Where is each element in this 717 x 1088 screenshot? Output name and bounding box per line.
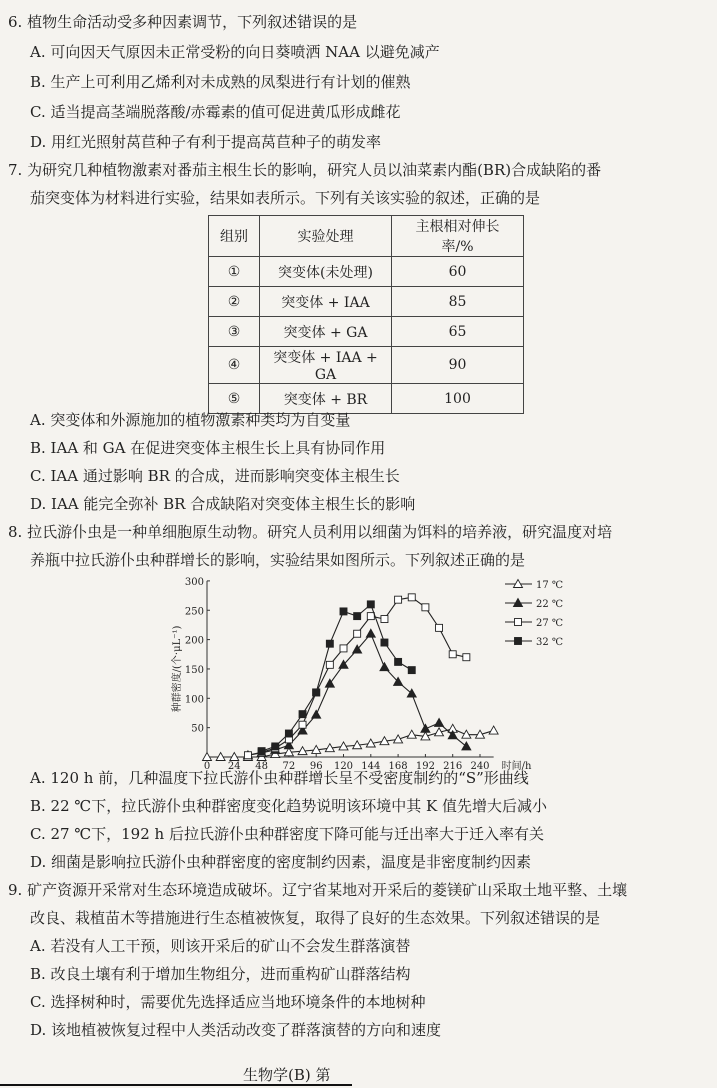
q8-option-a: A. 120 h 前，几种温度下拉氏游仆虫种群增长呈不受密度制约的“S”形曲线: [30, 769, 529, 787]
x-tick-label: 0: [203, 761, 211, 772]
q8-stem-2: 养瓶中拉氏游仆虫种群增长的影响，实验结果如图所示。下列叙述正确的是: [30, 551, 526, 569]
table-row: [209, 347, 524, 384]
q7-option-b: B. IAA 和 GA 在促进突变体主根生长上具有协同作用: [30, 439, 386, 457]
data-point: [244, 752, 251, 759]
data-point: [367, 613, 374, 620]
footer-rule: [0, 1084, 352, 1086]
data-point: [408, 594, 415, 601]
series-line: [248, 597, 466, 755]
y-tick-label: 300: [184, 576, 204, 588]
q7-option-d: D. IAA 能完全弥补 BR 合成缺陷对突变体主根生长的影响: [30, 495, 416, 513]
cell: ⑤: [209, 384, 260, 414]
data-point: [515, 619, 522, 626]
data-point: [354, 613, 361, 620]
table-row: [209, 287, 524, 317]
cell: 100: [392, 384, 524, 414]
data-point: [366, 629, 375, 637]
legend-item: [505, 618, 563, 629]
y-tick-label: 250: [184, 606, 204, 618]
legend-item: [505, 599, 563, 611]
q8-option-b: B. 22 ℃下，拉氏游仆虫种群密度变化趋势说明该环境中其 K 值先增大后减小: [30, 797, 547, 815]
population-chart: [170, 570, 570, 772]
page-footer: 生物学(B) 第: [243, 1066, 331, 1084]
data-point: [312, 710, 321, 718]
x-axis-label: 时间/h: [501, 761, 532, 772]
data-point: [407, 730, 416, 738]
q8-option-d: D. 细菌是影响拉氏游仆虫种群密度的密度制约因素，温度是非密度制约因素: [30, 853, 532, 871]
q9-stem-2: 改良、栽植苗木等措施进行生态植被恢复，取得了良好的生态效果。下列叙述错误的是: [30, 909, 601, 927]
data-point: [408, 667, 415, 674]
x-tick-label: 240: [470, 761, 490, 772]
cell: 突变体 + BR: [260, 384, 392, 414]
x-tick-label: 48: [255, 761, 268, 772]
legend-label: 22 ℃: [536, 599, 564, 610]
cell: 突变体(未处理): [260, 257, 392, 287]
data-point: [340, 645, 347, 652]
data-point: [313, 689, 320, 696]
cell: ①: [209, 257, 260, 287]
q8-option-c: C. 27 ℃下，192 h 后拉氏游仆虫种群密度下降可能与迁出率大于迁入率有关: [30, 825, 544, 843]
y-tick-label: 200: [184, 635, 204, 647]
q6-option-d: D. 用红光照射莴苣种子有利于提高莴苣种子的萌发率: [30, 133, 382, 151]
data-point: [299, 711, 306, 718]
q9-stem-1: 9. 矿产资源开采常对生态环境造成破坏。辽宁省某地对开采后的菱镁矿山采取土地平整、土壤: [8, 881, 628, 899]
header-treatment: 实验处理: [260, 216, 392, 257]
q9-option-b: B. 改良土壤有利于增加生物组分，进而重构矿山群落结构: [30, 965, 411, 983]
q7-option-a: A. 突变体和外源施加的植物激素种类均为自变量: [30, 411, 351, 429]
data-point: [449, 651, 456, 658]
q9-option-a: A. 若没有人工干预，则该开采后的矿山不会发生群落演替: [30, 937, 411, 955]
data-point: [325, 679, 334, 687]
cell: 65: [392, 317, 524, 347]
data-point: [380, 663, 389, 671]
cell: ④: [209, 347, 260, 384]
q6-stem: 6. 植物生命活动受多种因素调节，下列叙述错误的是: [8, 13, 358, 31]
series-line: [262, 604, 412, 751]
q7-stem-2: 茄突变体为材料进行实验，结果如表所示。下列有关该实验的叙述，正确的是: [30, 189, 541, 207]
data-point: [463, 654, 470, 661]
x-tick-label: 192: [415, 761, 435, 772]
x-tick-label: 216: [443, 761, 463, 772]
q6-option-c: C. 适当提高茎端脱落酸/赤霉素的值可促进黄瓜形成雌花: [30, 103, 401, 121]
cell: ②: [209, 287, 260, 317]
x-tick-label: 96: [309, 761, 323, 772]
q9-option-c: C. 选择树种时，需要优先选择适应当地环境条件的本地树种: [30, 993, 426, 1011]
x-tick-label: 144: [361, 761, 381, 772]
table-row: [209, 317, 524, 347]
header-group: 组别: [209, 216, 260, 257]
data-point: [367, 601, 374, 608]
data-point: [340, 608, 347, 615]
q9-option-d: D. 该地植被恢复过程中人类活动改变了群落演替的方向和速度: [30, 1021, 442, 1039]
y-tick-label: 150: [184, 664, 204, 676]
series-22c: [243, 629, 470, 759]
cell: 突变体 + GA: [260, 317, 392, 347]
cell: 突变体 + IAA: [260, 287, 392, 317]
data-point: [435, 718, 444, 726]
q7-option-c: C. IAA 通过影响 BR 的合成，进而影响突变体主根生长: [30, 467, 400, 485]
q6-option-b: B. 生产上可利用乙烯利对未成熟的凤梨进行有计划的催熟: [30, 73, 411, 91]
data-point: [394, 735, 403, 743]
legend-label: 27 ℃: [536, 618, 564, 629]
data-point: [422, 604, 429, 611]
data-point: [381, 639, 388, 646]
header-rate: 主根相对伸长率/%: [392, 216, 524, 257]
x-tick-label: 72: [282, 761, 296, 772]
cell: 85: [392, 287, 524, 317]
data-point: [326, 661, 333, 668]
q7-stem-1: 7. 为研究几种植物激素对番茄主根生长的影响，研究人员以油菜素内酯(BR)合成缺陷的番: [8, 161, 602, 179]
data-point: [272, 743, 279, 750]
cell: 60: [392, 257, 524, 287]
y-axis-label: 种群密度/(个·μL⁻¹): [172, 625, 183, 713]
q8-stem-1: 8. 拉氏游仆虫是一种单细胞原生动物。研究人员利用以细菌为饵料的培养液，研究温度对培: [8, 523, 613, 541]
q6-option-a: A. 可向因天气原因未正常受粉的向日葵喷洒 NAA 以避免减产: [30, 43, 440, 61]
y-tick-label: 50: [191, 723, 204, 735]
series-32c: [258, 601, 415, 755]
table-row: [209, 384, 524, 414]
data-point: [258, 748, 265, 755]
data-point: [326, 640, 333, 647]
data-point: [462, 742, 471, 750]
data-point: [489, 726, 498, 734]
data-point: [285, 730, 292, 737]
data-point: [381, 616, 388, 623]
legend-label: 32 ℃: [536, 637, 564, 648]
legend-item: [505, 637, 563, 648]
cell: 90: [392, 347, 524, 384]
data-point: [395, 658, 402, 665]
data-point: [436, 624, 443, 631]
legend-item: [505, 580, 563, 592]
x-tick-label: 168: [388, 761, 408, 772]
q7-table: [208, 215, 524, 414]
legend-label: 17 ℃: [536, 580, 564, 591]
data-point: [421, 724, 430, 732]
x-tick-label: 120: [333, 761, 354, 772]
table-row: [209, 257, 524, 287]
y-tick-label: 100: [184, 694, 204, 706]
data-point: [515, 638, 522, 645]
cell: 突变体 + IAA + GA: [260, 347, 392, 384]
cell: ③: [209, 317, 260, 347]
data-point: [395, 596, 402, 603]
table-header: [209, 216, 524, 257]
data-point: [299, 721, 306, 728]
x-tick-label: 24: [227, 761, 241, 772]
data-point: [354, 630, 361, 637]
